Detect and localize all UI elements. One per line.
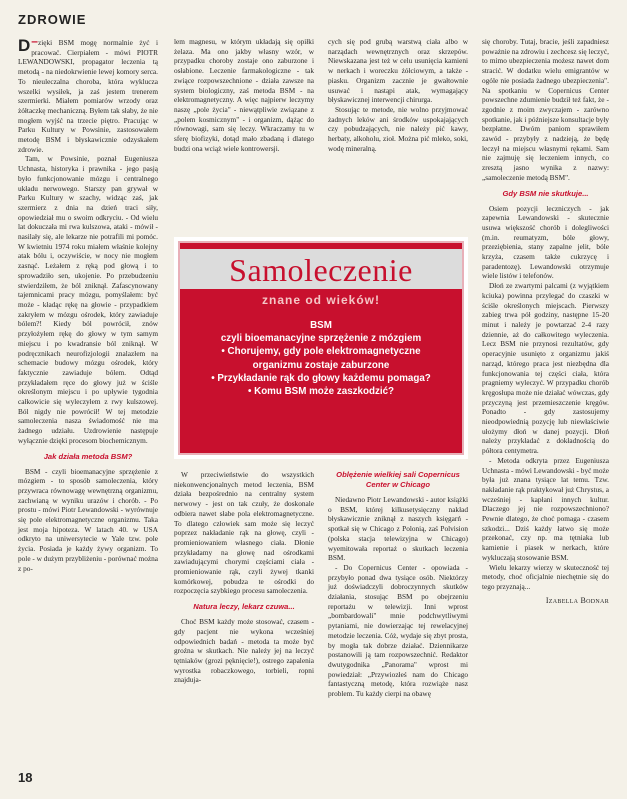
summary-line: organizmu zostaje zaburzone	[252, 359, 390, 371]
lead-text: zięki BSM mogę normalnie żyć i pracować. Cierpiałem - mówi PIOTR LEWANDOWSKI, propagator leczenia tą metodą - na niedokrwienie lewej komory serca. To nieuleczalna choroba, która wyklucza wszelki wysiłek, ja zaś jestem trenerem szermierki. Miałem pomiarów wrzody oraz żółtaczkę mechaniczną. Byłem tak słaby, że nie mogłem wyjść na trzecie piętro. Pracując w Parku Kultury w Powsinie, zastosowałem metodę BSM i błyskawicznie odzyskałem zdrowie.	[18, 38, 158, 154]
body-paragraph: lem magnesu, w którym układają się opiłki żelaza. Ma ono jakby własny wzór, w przypadku choroby zostaje ono zaburzone i osłabione. Leczenie farmakologiczne - tak zwiące rozpowszechnione - działa zawsze na system biologiczny, zaś metoda BSM - na elektromagnetyczny. A więc najpierw leczymy naszę „pole życia" - niewątpliwie związane z „polem kosmicznym" - i organizm, dążąc do równowagi, sam się leczy. Wkraczamy tu w sferę biofizyki, dotąd mało zbadaną i dlatego budzi ona wciąż wiele kontrowersji.	[174, 37, 314, 153]
body-paragraph: Osiem pozycji leczniczych - jak zapewnia Lewandowski - skutecznie usuwa większość chorób i dolegliwości (m.in. reumatyzm, bóle głowy, przeziębienia, stany zapalne jelit, bóle krzyża, czasem także cukrzycę i paradentozę). Lewandowski otrzymuje wiele listów i telefonów.	[482, 203, 609, 281]
body-paragraph: Tam, w Powsinie, poznał Eugeniusza Uchnasta, historyka i prawnika - jego pasją było funkcjonowanie mózgu i centralnego układu nerwowego. Starszy pan grywał w Parku Kultury w szachy, widząc zaś, jak szermierz z dnia na dzień traci siły, opowiedział mu o swoim odkryciu. - Od wielu lat dokuczała mi rwa kulszowa, ataki - mówił - nasilały się, ale lekarze nie potrafili mi pomóc. W kwietniu 1974 roku miałem właśnie kolejny atak bólu i, oczywiście, w nocy nie mogłem zasnąć. Leżałem z ręką pod głową i to sprowadziło sen, ukojenie. Po przebudzeniu stwierdziłem, że ból zniknął. Zafascynowany tajemnicami pracy mózgu, pomyślałem: być może - kładąc rękę na głowie - przypadkiem zakryłem w mózgu ośrodek, który zawiaduje bólem?! Kiedy ból powrócił, znów przyłożyłem rękę do głowy w tym samym miejscu i po kwadransie ból zniknął. W podręcznikach neurofizjologii znalazłem na schemacie budowy mózgu ośrodek, który faktycznie zawiaduje bólem. Odtąd przykładałem ręce do głowy już w ściśle określonym miejscu i po upływie tygodnia całkowicie się wyleczyłem z rwy kulszowej. Ból nigdy nie powrócił! W tej metodzie samoleczenia nasza świadomość nie ma żadnego udziału. Uzdrowienie następuje wyłącznie dzięki procesom biochemicznym.	[18, 154, 158, 445]
headline-title: Samoleczenie	[229, 252, 413, 288]
subheading: Oblężenie wielkiej sali Copernicus Center w Chicago	[336, 470, 460, 489]
headline-band	[180, 249, 462, 289]
article-column-3	[328, 37, 468, 153]
summary-line: • Komu BSM może zaszkodzić?	[247, 386, 395, 398]
lead-dash: –	[31, 34, 38, 48]
body-paragraph: cych się pod grubą warstwą ciała albo w narządach wewnętrznych oraz skrzepów. Niewskazana jest też w celu usunięcia kamieni w nerkach i woreczku żółciowym, a także - piasku. Organizm zacznie je gwałtownie usuwać i nastąpi atak, wymagający błyskawicznej interwencji chirurga.	[328, 37, 468, 105]
body-paragraph: Wielu lekarzy wierzy w skuteczność tej metody, choć oficjalnie niechętnie się do tego przyznają...	[482, 562, 609, 591]
body-paragraph: się choroby. Tutaj, bracie, jeśli zapadniesz poważnie na zdrowiu i zechcesz się leczyć, to mimo ubezpieczenia możesz nawet dom stracić. W dodatku wielu emigrantów w ogóle nie posiada żadnego ubezpieczenia". Na spotkaniu w Copernicus Center powszechne zdumienie budził też fakt, że - zgodnie z moim zwyczajem - zarówno spotkanie, jak i późniejsze konsultacje były bezpłatne. Dwóm paniom sprawiłem zawód - przybyły z nadzieją, że będę leczył na miejscu własnymi rękami. Sam nie zajmuję się leczeniem innych, co zresztą jasno wynika z nazwy: „samoleczenie metodą BSM".	[482, 37, 609, 182]
summary-line: czyli bioemanacyjne sprzężenie z mózgiem	[220, 333, 422, 345]
body-paragraph: W przeciwieństwie do wszystkich niekonwencjonalnych metod leczenia, BSM działa bezpośrednio na centralny system nerwowy - jest on tak czuły, że doskonale odbiera nawet słabe pola elektromagnetyczne. To dlatego człowiek sam może się leczyć poprzez nakładanie rąk na głowę, czyli - promieniowaniem własnego ciała. Dłonie przykładamy na głowę nad ośrodkami zawiadującymi chorymi częściami ciała - promieniowanie rąk, czyli żywej tkanki komórkowej, pobudza te ośrodki do rozpoczęcia szybkiego procesu samoleczenia.	[174, 470, 314, 596]
summary-line: BSM	[310, 320, 332, 331]
headline-box	[178, 241, 464, 455]
summary-line: • Przykładanie rąk do głowy każdemu pomaga?	[211, 372, 431, 384]
page-number: 18	[18, 770, 33, 785]
body-paragraph: - Do Copernicus Center - opowiada - przybyło ponad dwa tysiące osób. Niektórzy już doświadczyli dobroczynnych skutków działania, stosując BSM po obejrzeniu reportażu w telewizji. Inni wprost „bombardowali" mnie podchwytliwymi pytaniami, nie dowierzając tej rewelacyjnej metodzie leczenia. Cóż, wydaje się zbyt prosta, by mogła tak dobrze działać. Dziennikarze postanowili ją tam rozpowszechnić. Redaktor dwutygodnika „Panorama" wprost mi powiedział: „Przywiozłeś nam do Chicago fantastyczną metodę, która rozwiąże nasz problem. Tu każdy cierpi na obawę	[328, 562, 468, 699]
body-paragraph: Stosując te metode, nie wolno przyjmować żadnych leków ani środków uspokajających czy pobudzających, nie należy pić kawy, herbaty, alkoholu, zioł. Można pić mleko, soki, wodę mineralną.	[328, 104, 468, 153]
body-paragraph: Choć BSM każdy może stosować, czasem - gdy pacjent nie wykona wcześniej odpowiednich badań - metoda ta może być groźna w skutkach. Nie należy jej na leczyć tętniaków (grozi pęknięcie!), ostrego zapalenia wyrostka robaczkowego, torbieli, ropni znajduja-	[174, 617, 314, 685]
article-column-2-lower	[174, 470, 314, 685]
drop-cap: D	[18, 36, 31, 55]
headline-summary	[188, 319, 454, 398]
body-paragraph: BSM - czyli bioemanacyjne sprzężenie z mózgiem - to sposób samoleczenia, który przywraca równowagę wewnętrzną organizmu, zachwianą w wyniku urazów i chorób. - Po prostu - mówi Piotr Lewandowski - wyrównuje się pole elektromagnetyczne organizmu. Taka jest moja hipoteza. W latach 40. w USA odkryto na uniwersytecie w Yale tzw. pole życia. Posiada je każdy żywy organizm. To pole - w dużym przybliżeniu - porównać można z po-	[18, 466, 159, 573]
section-label: ZDROWIE	[18, 12, 87, 27]
lead-paragraph	[18, 34, 158, 154]
subheading: Gdy BSM nie skutkuje...	[502, 188, 589, 198]
article-column-2	[174, 37, 314, 153]
body-paragraph: - Metoda odkryta przez Eugeniusza Uchnasta - mówi Lewandowski - być może była już znana tysiące lat temu. Tzw. nakładanie rąk praktykował już Chrystus, a wcześniej - kapłani innych kultur. Dlaczego jej nie rozpowszechniono? Pewnie dlatego, że choć pomaga - czasem szkodzi... Dziś każdy łatwo się może przekonać, czy np. ma tętniaka lub kamienie i piasek w nerkach, które wykluczają stosowanie BSM.	[482, 455, 609, 562]
body-paragraph: Niedawno Piotr Lewandowski - autor książki o BSM, której kilkusetysięczny nakład błyskawicznie zniknął z naszych księgarń - spotkał się w Chicago z Polonią, zaś Polvision (polska stacja telewizyjna w Chicago) wyemitowała reportaż o skutkach leczenia BSM.	[328, 495, 468, 563]
author-signature: Izabella Bodnar	[545, 595, 609, 605]
headline-tagline: znane od wieków!	[261, 293, 380, 307]
subheading: Jak działa metoda BSM?	[43, 451, 133, 461]
article-column-1	[18, 34, 159, 573]
article-column-4	[482, 37, 609, 605]
body-paragraph: Dłoń ze zwartymi palcami (z wyjątkiem kciuka) powinna przylegać do czaszki w ściśle określonych miejscach. Pierwszy zabieg trwa pół godziny, następne 15-20 minut i należy je powtarzać 2-4 razy dziennie, aż do całkowitego wyleczenia. Lecz BSM nie przynosi rezultatów, gdy operacyjnie usunięto z organizmu jakiś narząd, którego praca jest niezbędna dla funkcjonowania tej części ciała, która pragniemy wyleczyć. W przypadku chorób kręgosłupa może nie działać wówczas, gdy przyczyną jest przemieszczenie kręgów. Ponadto - gdy zastosujemy nieodpowiednią pozycję lub niewłaściwie ułożymy dłoń w danej pozycji. Dłoń należy przykładać z dokładnością do półtora centymetra.	[482, 281, 609, 456]
subheading: Natura leczy, lekarz czuwa...	[193, 602, 295, 612]
article-column-3-lower	[328, 470, 468, 699]
summary-line: • Chorujemy, gdy pole elektromagnetyczne	[221, 346, 421, 358]
